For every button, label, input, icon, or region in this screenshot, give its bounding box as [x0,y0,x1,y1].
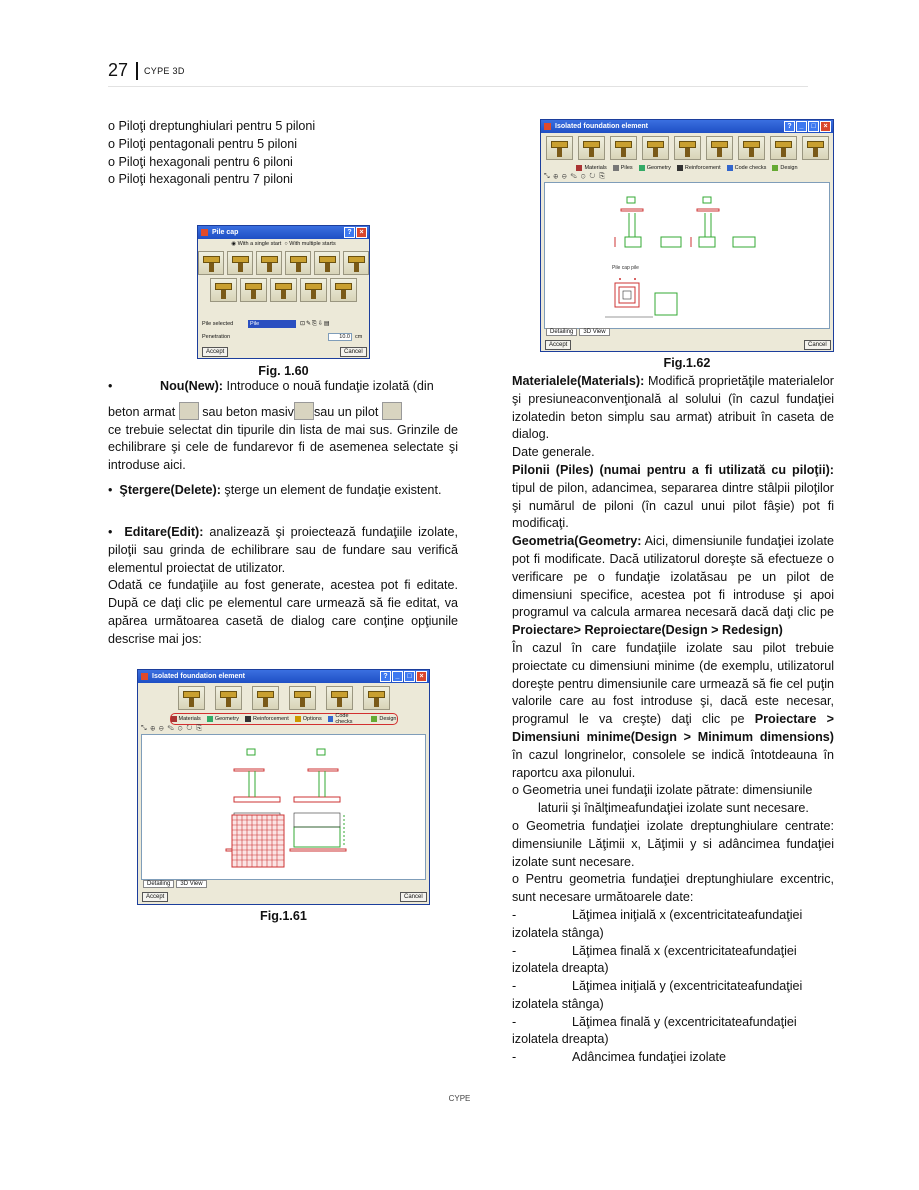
menu-geometry[interactable]: Geometry [639,165,671,171]
general-data-line: Date generale. [512,445,595,460]
pile-cap-icon[interactable] [270,278,297,302]
menu-code-checks[interactable]: Code checks [727,165,767,171]
pile-cap-icon[interactable] [240,278,267,302]
pile-cap-icon[interactable] [300,278,327,302]
pile-selected-select[interactable]: Pile [248,320,296,328]
nou-title: Nou(New): [160,379,223,393]
materials-paragraph: Materialele(Materials): Modifică proprietăţile materialelor şi presiuneaconvenţională al solului (în cazul fundaţiei izolatedin beton simplu sau armat) atribuit în caseta de dialog. [512,374,834,442]
pile-type-list [108,118,358,189]
cancel-button[interactable]: Cancel [804,340,831,350]
pile-cap-icon[interactable] [343,251,369,275]
pile-type-row-2 [198,278,369,302]
footing-type-icon[interactable] [802,136,829,160]
list-item: o Piloţi pentagonali pentru 5 piloni [108,136,298,151]
isolated-foundation-dialog [137,669,430,905]
pile-cap-drawing [545,183,831,330]
accept-button[interactable]: Accept [202,347,228,357]
nou-paragraph: • Nou(New): Introduce o nouă fundaţie izolată (din beton armat sau beton masiv sau un pilot ce trebuie selectat din tipurile din lista de mai sus. Grinzile de echilibrare şi cele de fundarevor fi de asemenea selectate şi introduse aici. [108,378,458,475]
figure-caption: Fig.1.62 [663,356,711,370]
rectangular-geometry-item: o Geometria fundaţiei izolate dreptunghiulare centrate: dimensiunile Lăţimii x, Lăţimii y si adâncimea fundaţiei izolate sunt necesare. [512,818,834,869]
list-item: - Lăţimea finală y (excentricitateafundaţiei izolatela dreapta) [512,1014,797,1047]
square-geometry-item: o Geometria unei fundaţii izolate pătrate: dimensiunile laturii şi înălţimeafundaţiei izolate sunt necesare. [512,783,813,816]
eccentric-geometry-item: o Pentru geometria fundaţiei dreptunghiulare excentric, sunt necesare următoarele date: [512,872,834,905]
pile-tools-icon[interactable]: ⊡✎⎘⇩▤ [300,321,331,327]
start-radio-group [198,241,369,247]
dialog-title: Isolated foundation element [555,123,648,130]
list-item: - Lăţimea iniţială y (excentricitateafundaţiei izolatela stânga) [512,979,803,1011]
help-icon[interactable]: ? [784,121,795,132]
tab-3d-view[interactable]: 3D View [176,880,206,888]
minimize-icon[interactable]: _ [392,671,403,682]
page-footer: CYPE [448,1094,471,1103]
piles-paragraph: Pilonii (Piles) (numai pentru a fi utilizată cu piloţii): tipul de pilon, adancimea, separarea dintre stâlpii piloţilor şi numărul de piloni (în cazul unui pilot fâşie) pot fi modificaţi. [512,462,834,531]
nou-continuation: ce trebuie selectat din tipurile din lista de mai sus. Grinzile de echilibrare şi cele de fundarevor fi de asemenea selectate şi introduse aici. [108,422,458,473]
list-item: - Adâncimea fundaţiei izolate [512,1050,727,1065]
footing-type-icon[interactable] [326,686,353,710]
dialog-title: Pile cap [212,229,239,236]
view-tabs [143,880,207,888]
pile-cap-icon[interactable] [330,278,357,302]
footing-drawing [142,735,427,881]
help-icon[interactable]: ? [380,671,391,682]
accept-button[interactable]: Accept [545,340,571,350]
list-item: - Lăţimea iniţială x (excentricitateafundaţiei izolatela stânga) [512,907,803,940]
radio-single-start[interactable]: ◉ With a single start [231,241,282,247]
footing-type-icon[interactable] [178,686,205,710]
penetration-unit: cm [355,334,363,340]
menu-reinforcement[interactable]: Reinforcement [677,165,721,171]
footing-type-row [541,136,833,160]
pile-type-row-1 [198,251,369,275]
minimize-icon[interactable]: _ [796,121,807,132]
footing-type-icon[interactable] [289,686,316,710]
footing-type-icon[interactable] [578,136,605,160]
maximize-icon[interactable]: □ [404,671,415,682]
cancel-button[interactable]: Cancel [400,892,427,902]
figure-caption: Fig.1.61 [260,909,307,923]
menu-design[interactable]: Design [371,716,396,722]
app-icon [201,229,208,236]
footing-type-icon[interactable] [738,136,765,160]
view-toolbar[interactable]: ⤡ ⊕ ⊖ ✎ ⊙ ↻ ⎘ [544,173,606,180]
isolated-foundation-pile-dialog [540,119,834,352]
list-item: o Piloţi hexagonali pentru 7 piloni [108,172,293,187]
drawing-canvas [141,734,426,880]
list-item: o Piloţi dreptunghiulari pentru 5 piloni [108,119,316,133]
footing-type-icon[interactable] [363,686,390,710]
tab-3d-view[interactable]: 3D View [579,328,609,336]
footing-type-icon[interactable] [546,136,573,160]
footing-type-icon[interactable] [252,686,279,710]
pile-cap-pile-label: Pile cap pile [612,265,639,271]
footing-type-icon[interactable] [215,686,242,710]
radio-multiple-starts[interactable]: ○ With multiple starts [284,241,336,247]
eccentric-data-list [512,907,834,1067]
running-title: CYPE 3D [144,66,185,76]
bullet: • [108,379,113,393]
reinforced-concrete-footing-icon [179,402,199,420]
dialog-titlebar [138,670,429,683]
dialog-titlebar [198,226,369,239]
accept-button[interactable]: Accept [142,892,168,902]
list-item: - Lăţimea finală x (excentricitateafundaţiei izolatela dreapta) [512,943,797,976]
element-menu [170,713,398,725]
pile-cap-icon[interactable] [198,251,224,275]
tab-detailing[interactable]: Detailing [546,328,577,336]
footing-type-icon[interactable] [770,136,797,160]
footing-type-icon[interactable] [706,136,733,160]
pile-cap-icon[interactable] [314,251,340,275]
tab-detailing[interactable]: Detailing [143,880,174,888]
help-icon[interactable]: ? [344,227,355,238]
element-menu [541,163,833,172]
dialog-title: Isolated foundation element [152,673,245,680]
cancel-button[interactable]: Cancel [340,347,367,357]
maximize-icon[interactable]: □ [808,121,819,132]
menu-piles[interactable]: Piles [613,165,633,171]
penetration-input[interactable]: 10.0 [328,333,352,341]
app-icon [544,123,551,130]
penetration-label: Penetration [202,334,231,340]
reinforcement-grid [232,815,284,867]
mass-concrete-footing-icon [294,402,314,420]
stergere-paragraph: • Ştergere(Delete): şterge un element de fundaţie existent. [108,483,442,497]
page-header [108,58,808,87]
page-number: 27 [108,60,129,80]
menu-materials[interactable]: Materials [576,165,606,171]
header-divider [136,62,138,80]
figure-caption: Fig. 1.60 [258,364,309,378]
menu-reinforcement[interactable]: Reinforcement [245,716,289,722]
minimum-dimensions-paragraph: În cazul în care fundaţiile izolate sau pilot trebuie proiectate cu dimensiuni minime (de exemplu, utilizatorul doreşte pentru dimensiunile care urmează să fie cel puţin valorile care au fost introduse şi, dacă este necesar, programul le va creşte) daţi clic pe Proiectare > Dimensiuni minime(Design > Minimum dimensions) în cazul longrinelor, consolele se indică întotdeauna în raportcu axa pilonului. [512,640,834,780]
menu-geometry[interactable]: Geometry [207,716,239,722]
app-icon [141,673,148,680]
menu-code-checks[interactable]: Code checks [328,713,366,725]
dialog-titlebar [541,120,833,133]
drawing-canvas [544,182,830,329]
footing-type-icon[interactable] [642,136,669,160]
right-column-text [512,373,834,1067]
nou-text: Introduce o nouă fundaţie izolată (din [222,379,434,393]
pile-cap-icon [382,402,402,420]
geometry-paragraph: Geometria(Geometry: Aici, dimensiunile fundaţiei izolate pot fi modificate. Dacă utilizatorul doreşte să efectueze o verificare pe o fundaţie izolatăsau pe un pilot de dimensiuni specifice, acestea pot fi introduse şi apoi programul va calcula armarea necesară dacă daţi clic pe Proiectare> Reproiectare(Design > Redesign) [512,534,834,638]
view-tabs [546,328,610,336]
pile-cap-icon[interactable] [210,278,237,302]
view-toolbar[interactable]: ⤡ ⊕ ⊖ ✎ ⊙ ↻ ⎘ [141,725,203,732]
close-icon[interactable]: × [356,227,367,238]
list-item: o Piloţi hexagonali pentru 6 piloni [108,154,293,169]
close-icon[interactable]: × [820,121,831,132]
pile-cap-icon[interactable] [227,251,253,275]
close-icon[interactable]: × [416,671,427,682]
menu-options[interactable]: Options [295,716,322,722]
pile-selected-label: Pile selected [202,321,234,327]
footing-type-icon[interactable] [674,136,701,160]
footing-type-icon[interactable] [610,136,637,160]
editare-paragraph: • Editare(Edit): analizează şi proiectează fundaţiile izolate, piloţii sau grinda de echilibrare sau de fundare sau verifică elementul proiectat de utilizator. Odată ce fundaţiile au fost generate, acestea pot fi editate. După ce daţi clic pe elementul care urmează să fie editat, va apărea următoarea casetă de dialog care conţine opţiunile descrise mai jos: [108,524,458,649]
after-edit-text: Odată ce fundaţiile au fost generate, acestea pot fi editate. După ce daţi clic pe elementul care urmează să fie editat, va apărea următoarea casetă de dialog care conţine opţiunile descrise mai jos: [108,578,458,646]
pile-cap-icon[interactable] [256,251,282,275]
pile-cap-dialog [197,225,370,359]
menu-materials[interactable]: Materials [171,716,201,722]
footing-type-row [138,686,429,710]
pile-cap-icon[interactable] [285,251,311,275]
menu-design[interactable]: Design [772,165,797,171]
